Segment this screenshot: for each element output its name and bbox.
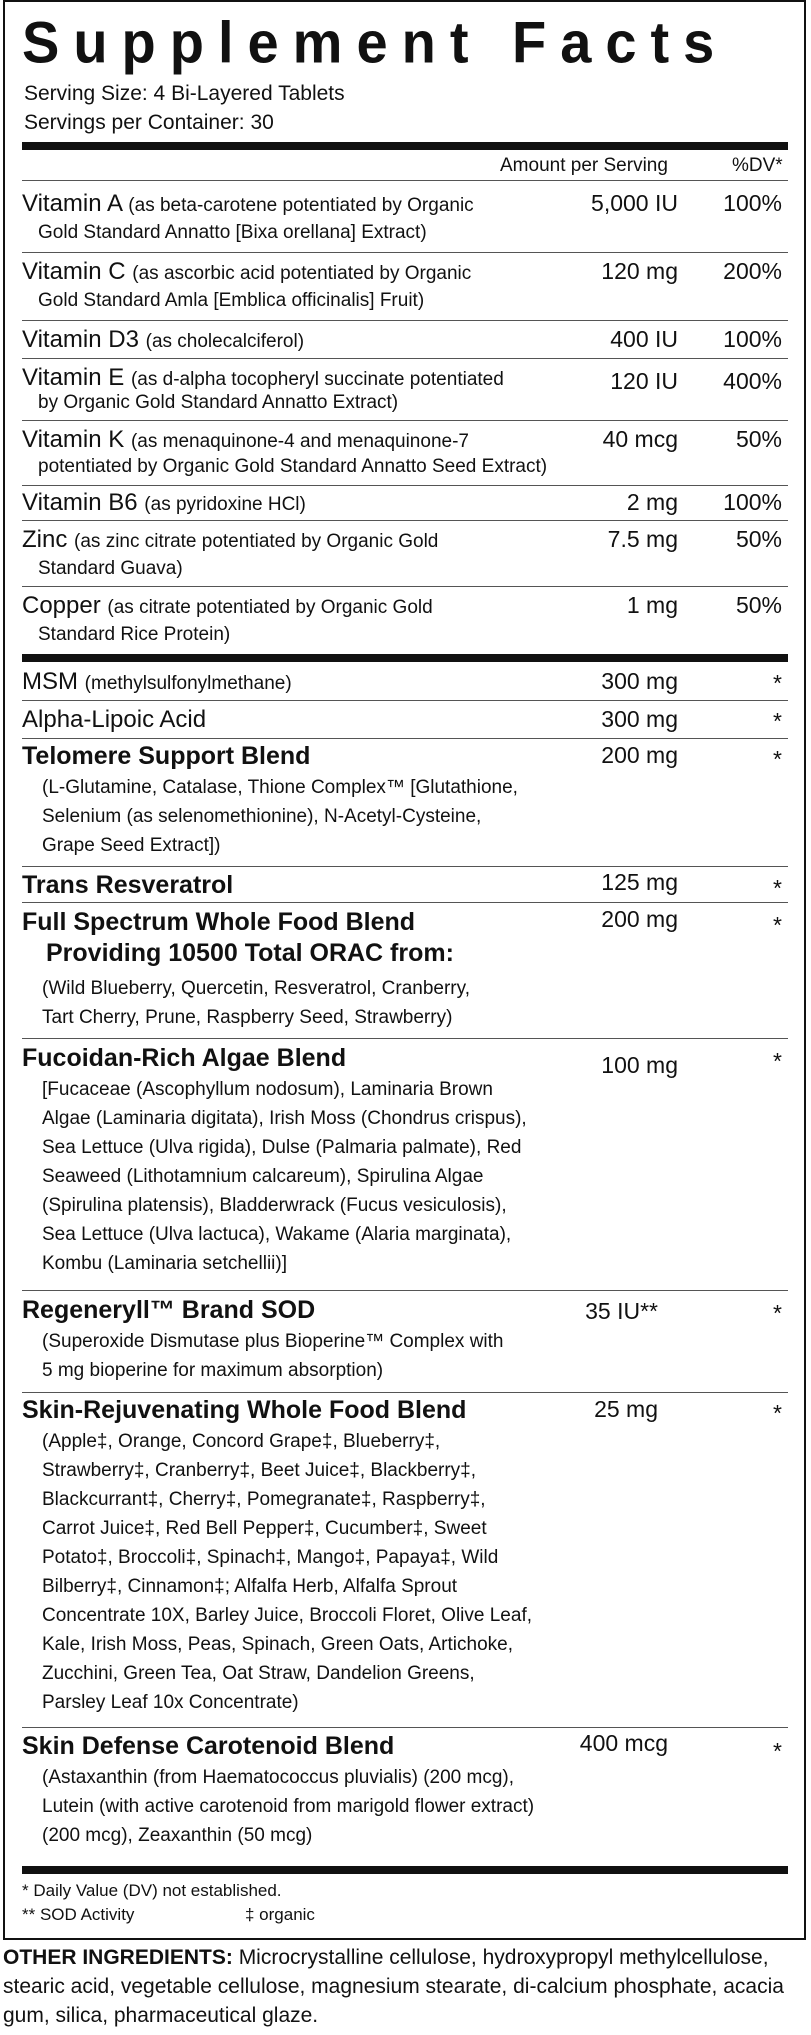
nutrient-note: (as citrate potentiated by Organic Gold	[107, 597, 433, 618]
ingredient-detail-line: (200 mcg), Zeaxanthin (50 mcg)	[42, 1825, 313, 1846]
nutrient-name: Vitamin D3	[22, 326, 139, 353]
nutrient-name: Vitamin A	[22, 190, 122, 217]
nutrient-note-cont: Standard Guava)	[38, 558, 183, 579]
dv-header: %DV*	[732, 155, 783, 176]
nutrient-amount: 1 mg	[626, 592, 678, 618]
nutrient-note: (as ascorbic acid potentiated by Organic	[132, 263, 472, 284]
ingredient-detail-line: Sea Lettuce (Ulva rigida), Dulse (Palmaria palmate), Red	[42, 1137, 522, 1158]
nutrient-dv: 100%	[723, 190, 782, 216]
divider	[22, 252, 788, 253]
ingredient-dv: *	[773, 1048, 782, 1074]
ingredient-dv: *	[773, 875, 782, 901]
divider	[22, 700, 788, 701]
ingredient-detail-line: Algae (Laminaria digitata), Irish Moss (Chondrus crispus),	[42, 1108, 527, 1129]
ingredient-detail-line: Bilberry‡, Cinnamon‡; Alfalfa Herb, Alfalfa Sprout	[42, 1576, 458, 1597]
ingredient-row-msm	[22, 668, 788, 696]
nutrient-note: (as beta-carotene potentiated by Organic	[128, 195, 474, 216]
nutrient-amount: 7.5 mg	[607, 526, 678, 552]
ingredient-detail-line: (L-Glutamine, Catalase, Thione Complex™ [Glutathione,	[42, 777, 518, 798]
ingredient-detail-line: (Wild Blueberry, Quercetin, Resveratrol, Cranberry,	[42, 978, 470, 999]
divider	[22, 866, 788, 867]
nutrient-dv: 400%	[723, 368, 782, 394]
nutrient-dv: 100%	[723, 489, 782, 515]
nutrient-row-vitamin-c	[22, 258, 788, 315]
ingredient-row-full-spectrum	[22, 908, 788, 1032]
nutrient-name: Vitamin B6	[22, 489, 138, 516]
nutrient-amount: 120 IU	[610, 368, 678, 394]
nutrient-name: Vitamin C	[22, 258, 126, 285]
ingredient-name: Skin Defense Carotenoid Blend	[22, 1732, 395, 1760]
divider	[22, 738, 788, 739]
ingredient-detail-line: Kale, Irish Moss, Peas, Spinach, Green Oats, Artichoke,	[42, 1634, 513, 1655]
thick-divider	[22, 1866, 788, 1874]
ingredient-detail-line: Concentrate 10X, Barley Juice, Broccoli Floret, Olive Leaf,	[42, 1605, 533, 1626]
ingredient-row-alpha-lipoic-acid	[22, 706, 788, 734]
nutrient-row-zinc	[22, 526, 788, 583]
ingredient-detail-line: (Apple‡, Orange, Concord Grape‡, Blueberry‡,	[42, 1431, 441, 1452]
divider	[22, 902, 788, 903]
ingredient-row-fucoidan	[22, 1044, 788, 1278]
ingredient-subtitle: Providing 10500 Total ORAC from:	[46, 939, 454, 967]
ingredient-note: (methylsulfonylmethane)	[84, 673, 292, 694]
nutrient-dv: 50%	[735, 426, 782, 452]
ingredient-amount: 300 mg	[601, 706, 678, 732]
footnote-dv: * Daily Value (DV) not established.	[22, 1881, 282, 1900]
ingredient-detail-line: Parsley Leaf 10x Concentrate)	[42, 1692, 299, 1713]
nutrient-name: Copper	[22, 592, 101, 619]
divider	[22, 420, 788, 421]
ingredient-detail-line: [Fucaceae (Ascophyllum nodosum), Laminaria Brown	[42, 1079, 493, 1100]
divider	[22, 320, 788, 321]
ingredient-amount: 100 mg	[601, 1052, 678, 1078]
ingredient-detail-line: (Spirulina platensis), Bladderwrack (Fucus vesiculosis),	[42, 1195, 507, 1216]
nutrient-note: (as menaquinone-4 and menaquinone-7	[130, 431, 469, 452]
ingredient-detail-line: Potato‡, Broccoli‡, Spinach‡, Mango‡, Papaya‡, Wild	[42, 1547, 499, 1568]
nutrient-row-vitamin-d3	[22, 326, 788, 354]
nutrient-amount: 400 IU	[610, 326, 678, 352]
ingredient-detail-line: Blackcurrant‡, Cherry‡, Pomegranate‡, Raspberry‡,	[42, 1489, 486, 1510]
ingredient-detail-line: Zucchini, Green Tea, Oat Straw, Dandelion Greens,	[42, 1663, 475, 1684]
divider	[22, 586, 788, 587]
ingredient-row-carotenoid	[22, 1732, 788, 1850]
divider	[22, 1038, 788, 1039]
other-ingredients	[3, 1943, 803, 2030]
divider	[22, 1290, 788, 1291]
nutrient-note: (as pyridoxine HCl)	[144, 494, 306, 515]
divider	[22, 358, 788, 359]
ingredient-detail-line: Seaweed (Lithotamnium calcareum), Spirulina Algae	[42, 1166, 484, 1187]
ingredient-dv: *	[773, 1400, 782, 1426]
ingredient-detail-line: Kombu (Laminaria setchellii)]	[42, 1253, 287, 1274]
ingredient-dv: *	[773, 746, 782, 772]
nutrient-dv: 50%	[735, 592, 782, 618]
thick-divider	[22, 142, 788, 150]
ingredient-detail-line: (Astaxanthin (from Haematococcus pluvialis) (200 mcg),	[42, 1767, 515, 1788]
divider	[22, 180, 788, 181]
ingredient-detail-line: Lutein (with active carotenoid from marigold flower extract)	[42, 1796, 535, 1817]
nutrient-dv: 200%	[723, 258, 782, 284]
ingredient-name: Skin-Rejuvenating Whole Food Blend	[22, 1396, 467, 1424]
ingredient-row-resveratrol	[22, 871, 788, 900]
nutrient-row-vitamin-b6	[22, 489, 788, 517]
ingredient-row-skin-rejuvenating	[22, 1396, 788, 1717]
serving-size: Serving Size: 4 Bi-Layered Tablets	[24, 82, 345, 105]
ingredient-amount: 200 mg	[601, 742, 678, 768]
ingredient-row-sod	[22, 1296, 788, 1385]
ingredient-detail-line: Selenium (as selenomethionine), N-Acetyl-Cysteine,	[42, 806, 482, 827]
ingredient-detail-line: Sea Lettuce (Ulva lactuca), Wakame (Alaria marginata),	[42, 1224, 512, 1245]
nutrient-note-cont: Gold Standard Amla [Emblica officinalis] Fruit)	[38, 290, 425, 311]
nutrient-note-cont: by Organic Gold Standard Annatto Extract)	[38, 392, 399, 413]
nutrient-note-cont: potentiated by Organic Gold Standard Annatto Seed Extract)	[38, 456, 548, 477]
nutrient-note-cont: Gold Standard Annatto [Bixa orellana] Extract)	[38, 222, 427, 243]
nutrient-name: Vitamin E	[22, 364, 125, 391]
footnote-organic: ‡ organic	[245, 1905, 315, 1924]
ingredient-amount: 25 mg	[594, 1396, 658, 1422]
ingredient-detail-line: Tart Cherry, Prune, Raspberry Seed, Strawberry)	[42, 1007, 453, 1028]
nutrient-amount: 120 mg	[601, 258, 678, 284]
nutrient-note: (as cholecalciferol)	[145, 331, 305, 352]
nutrient-dv: 50%	[735, 526, 782, 552]
other-ingredients-text: Microcrystalline cellulose, hydroxypropyl methylcellulose, stearic acid, vegetable cellulose, magnesium stearate, di-calcium phosphate, acacia gum, silica, pharmaceutical glaze.	[3, 1946, 784, 2027]
divider	[22, 520, 788, 521]
nutrient-row-vitamin-a	[22, 190, 788, 247]
ingredient-detail-line: Carrot Juice‡, Red Bell Pepper‡, Cucumber‡, Sweet	[42, 1518, 487, 1539]
divider	[22, 1392, 788, 1393]
ingredient-name: Fucoidan-Rich Algae Blend	[22, 1044, 347, 1072]
nutrient-note: (as d-alpha tocopheryl succinate potentiated	[130, 369, 504, 390]
ingredient-amount: 400 mcg	[579, 1730, 668, 1756]
ingredient-dv: *	[773, 1300, 782, 1326]
nutrient-row-vitamin-k	[22, 426, 788, 480]
ingredient-dv: *	[773, 670, 782, 696]
nutrient-dv: 100%	[723, 326, 782, 352]
nutrient-amount: 40 mcg	[602, 426, 678, 452]
ingredient-name: Full Spectrum Whole Food Blend	[22, 908, 416, 936]
nutrient-name: Zinc	[22, 526, 68, 553]
thick-divider	[22, 654, 788, 662]
other-ingredients-label: OTHER INGREDIENTS:	[3, 1946, 233, 1969]
nutrient-note-cont: Standard Rice Protein)	[38, 624, 231, 645]
nutrient-row-copper	[22, 592, 788, 649]
panel-title: Supplement Facts	[22, 9, 729, 76]
ingredient-dv: *	[773, 1738, 782, 1764]
ingredient-name: Alpha-Lipoic Acid	[22, 706, 207, 733]
ingredient-name: Trans Resveratrol	[22, 871, 234, 899]
ingredient-detail-line: 5 mg bioperine for maximum absorption)	[42, 1360, 384, 1381]
ingredient-dv: *	[773, 708, 782, 734]
nutrient-row-vitamin-e	[22, 364, 788, 414]
footnote-sod: ** SOD Activity	[22, 1905, 135, 1924]
divider	[22, 1727, 788, 1728]
ingredient-name: Telomere Support Blend	[22, 742, 311, 770]
ingredient-row-telomere	[22, 742, 788, 860]
ingredient-name: MSM	[22, 668, 78, 695]
ingredient-name: Regeneryll™ Brand SOD	[22, 1296, 316, 1324]
ingredient-detail-line: Grape Seed Extract])	[42, 835, 221, 856]
servings-per-container: Servings per Container: 30	[24, 111, 274, 134]
ingredient-amount: 300 mg	[601, 668, 678, 694]
divider	[22, 485, 788, 486]
ingredient-amount: 200 mg	[601, 906, 678, 932]
nutrient-amount: 2 mg	[626, 489, 678, 515]
ingredient-amount: 35 IU**	[585, 1298, 658, 1324]
amount-header: Amount per Serving	[500, 155, 668, 176]
ingredient-detail-line: Strawberry‡, Cranberry‡, Beet Juice‡, Blackberry‡,	[42, 1460, 477, 1481]
nutrient-note: (as zinc citrate potentiated by Organic Gold	[74, 531, 439, 552]
nutrient-amount: 5,000 IU	[591, 190, 678, 216]
ingredient-amount: 125 mg	[601, 869, 678, 895]
ingredient-detail-line: (Superoxide Dismutase plus Bioperine™ Complex with	[42, 1331, 504, 1352]
ingredient-dv: *	[773, 912, 782, 938]
nutrient-name: Vitamin K	[22, 426, 125, 453]
